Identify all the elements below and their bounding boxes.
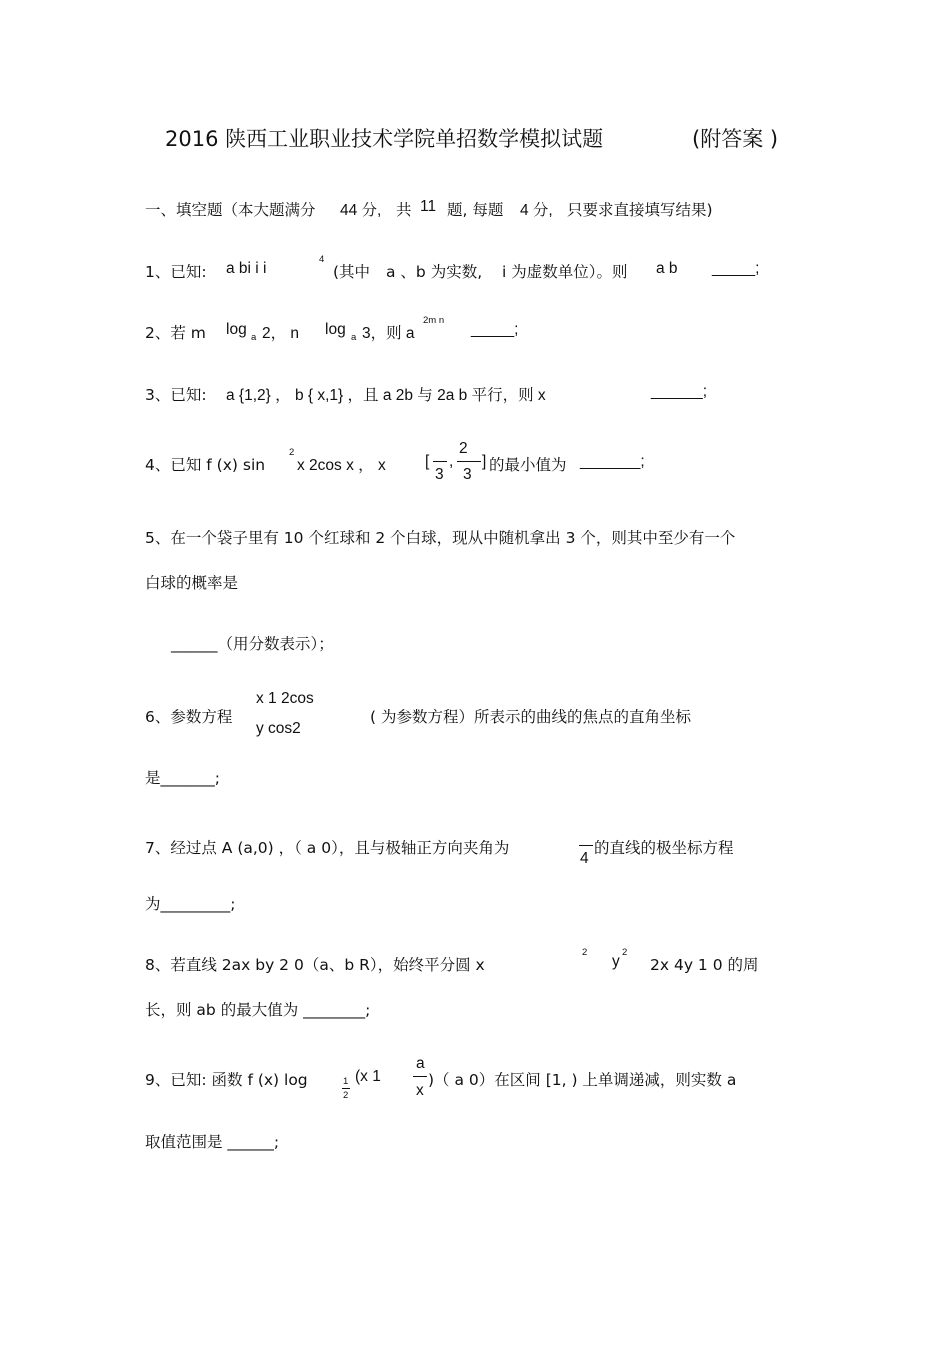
q9-prefix: 9、已知: 函数 f (x) log <box>145 1071 308 1089</box>
q7-prefix: 7、经过点 A (a,0) ，（ a 0），且与极轴正方向夹角为 <box>145 839 510 857</box>
q4-fraction2-denominator: 3 <box>463 466 472 483</box>
section-count: 11 <box>420 198 437 215</box>
q4-right-bracket: ] <box>482 453 487 470</box>
q7-line2: 为_________; <box>145 895 236 913</box>
q9-mid: (x 1 <box>355 1068 381 1085</box>
q7-tail: 的直线的极坐标方程 <box>594 839 734 857</box>
section-count-pre: 共 <box>396 201 412 219</box>
q4-exponent: 2 <box>289 447 295 458</box>
q2-log2: log <box>325 321 346 338</box>
q9-fraction-bar <box>413 1076 427 1077</box>
q1-exponent: 4 <box>319 254 325 265</box>
q8-line2: 长，则 ab 的最大值为 ________; <box>145 1001 371 1019</box>
q1-mid: (其中 <box>333 263 371 281</box>
q1-i: i 为虚数单位）。则 <box>502 263 628 281</box>
q1-expression: a bi i i <box>226 260 267 277</box>
q4-fraction2-bar <box>457 461 481 462</box>
q5-line3: ______（用分数表示）； <box>171 635 334 653</box>
q8-tail: 2x 4y 1 0 的周 <box>650 956 759 974</box>
q8-y: y <box>612 953 620 970</box>
document-title: 2016 陕西工业职业技术学院单招数学模拟试题 <box>165 127 604 151</box>
section-per-pre: 题, 每题 <box>447 201 504 219</box>
q4-prefix: 4、已知 f (x) sin <box>145 456 266 474</box>
q9-base-bar <box>342 1088 350 1089</box>
q2-exponent: 2m n <box>423 315 445 326</box>
q1-blank: _____; <box>712 260 760 277</box>
q6-equation-y: y cos2 <box>256 720 301 737</box>
q7-fraction-denominator: 4 <box>580 850 589 867</box>
q4-fraction1-bar <box>433 461 447 462</box>
q2-value2: 3，则 a <box>362 325 415 342</box>
q8-exponent1: 2 <box>582 947 588 958</box>
section-label: 一、填空题（本大题满分 <box>145 201 316 219</box>
q9-fraction-denominator: x <box>416 1082 424 1099</box>
q6-equation-x: x 1 2cos <box>256 690 314 707</box>
q9-tail: )（ a 0）在区间 [1, ) 上单调递减，则实数 a <box>428 1071 737 1089</box>
q6-line2: 是_______; <box>145 769 220 787</box>
q4-fraction1-denominator: 3 <box>435 466 444 483</box>
q6-prefix: 6、参数方程 <box>145 708 233 726</box>
q4-left-bracket: [ <box>425 453 430 470</box>
q1-ab: a 、b 为实数, <box>386 263 483 281</box>
q4-fraction2-numerator: 2 <box>459 440 468 457</box>
q8-exponent2: 2 <box>622 947 628 958</box>
q5-line2: 白球的概率是 <box>145 574 239 592</box>
q5-line1: 5、在一个袋子里有 10 个红球和 2 个白球，现从中随机拿出 3 个，则其中至少有一个 <box>145 529 736 547</box>
q2-log1: log <box>226 321 247 338</box>
q1-answer-expr: a b <box>656 260 678 277</box>
q3-blank: ______; <box>651 383 708 400</box>
section-tail: 只要求直接填写结果) <box>567 201 713 219</box>
q2-prefix: 2、若 m <box>145 324 206 342</box>
q1-prefix: 1、已知: <box>145 263 207 281</box>
q4-blank: _______; <box>580 453 645 470</box>
q8-prefix: 8、若直线 2ax by 2 0（a、b R），始终平分圆 x <box>145 956 485 974</box>
q6-tail: ( 为参数方程）所表示的曲线的焦点的直角坐标 <box>370 708 691 726</box>
section-points: 44 分, <box>340 202 382 219</box>
q2-sub2: a <box>351 332 357 343</box>
q9-base-denominator: 2 <box>343 1090 349 1101</box>
q2-sub1: a <box>251 332 257 343</box>
q3-prefix: 3、已知: <box>145 386 207 404</box>
document-title-suffix: (附答案 ) <box>692 127 779 151</box>
q2-blank: _____; <box>471 321 519 338</box>
q9-line2: 取值范围是 ______; <box>145 1133 280 1151</box>
section-per: 4 分, <box>520 202 553 219</box>
q7-fraction-bar <box>579 845 593 846</box>
q9-fraction-numerator: a <box>416 1055 425 1072</box>
q3-expression: a {1,2} ， b { x,1} ，且 a 2b 与 2a b 平行，则 x <box>226 387 546 404</box>
q2-value1: 2， n <box>262 325 300 342</box>
q4-expression: x 2cos x ， x <box>297 457 386 474</box>
q9-base-numerator: 1 <box>343 1076 349 1087</box>
q4-tail: 的最小值为 <box>489 456 567 474</box>
